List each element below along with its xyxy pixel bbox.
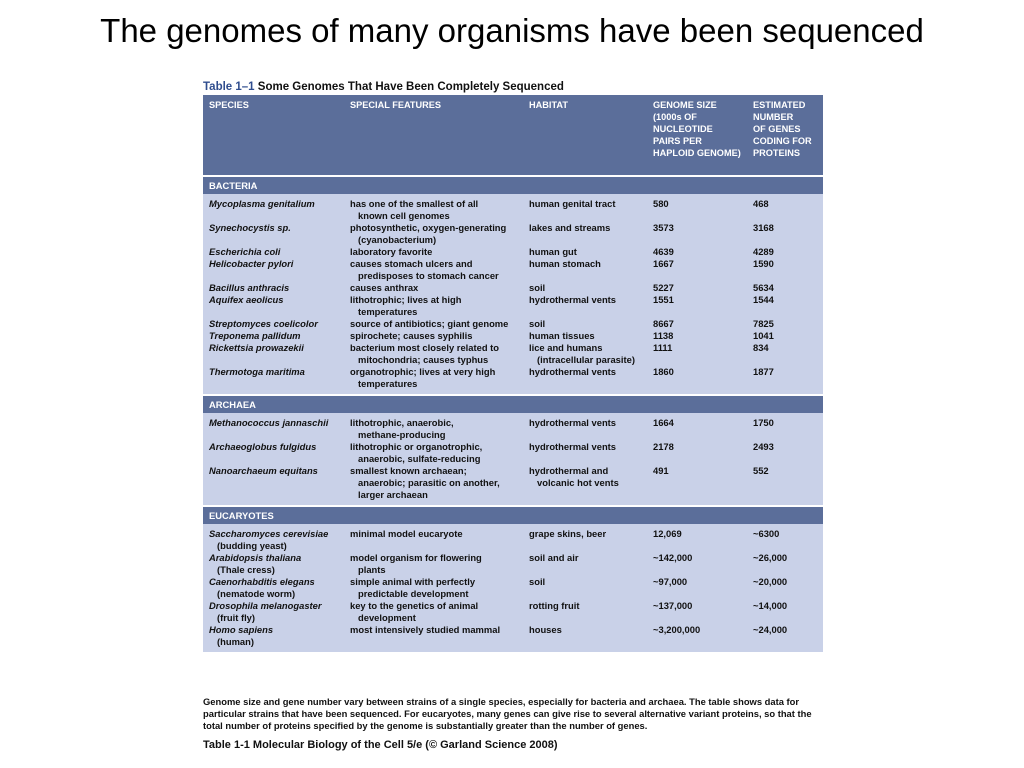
feature-line: has one of the smallest of all — [350, 198, 479, 209]
cell-gene-count: ~20,000 — [747, 576, 823, 600]
feature-line: known cell genomes — [358, 210, 450, 221]
cell-gene-count: 468 — [747, 198, 823, 222]
species-line: Escherichia coli — [209, 246, 281, 257]
header-genes-line: PROTEINS — [753, 148, 800, 158]
cell-special-features — [344, 246, 523, 258]
cell-habitat — [523, 330, 647, 342]
cell-gene-count: 2493 — [747, 441, 823, 465]
cell-species — [203, 330, 344, 342]
cell-gene-count: ~6300 — [747, 528, 823, 552]
habitat-line: soil and air — [529, 552, 579, 563]
cell-habitat — [523, 342, 647, 366]
feature-line: causes anthrax — [350, 282, 419, 293]
table-header-row — [203, 95, 823, 176]
slide-title: The genomes of many organisms have been sequenced — [100, 12, 924, 49]
cell-habitat — [523, 282, 647, 294]
cell-special-features — [344, 198, 523, 222]
cell-habitat — [523, 417, 647, 441]
cell-habitat — [523, 624, 647, 648]
cell-species — [203, 624, 344, 648]
species-line: Thermotoga maritima — [209, 366, 305, 377]
species-line: Saccharomyces cerevisiae — [209, 528, 329, 539]
cell-special-features — [344, 342, 523, 366]
cell-genome-size: ~137,000 — [647, 600, 747, 624]
feature-line: minimal model eucaryote — [350, 528, 463, 539]
species-line: Mycoplasma genitalium — [209, 198, 315, 209]
cell-gene-count: 1877 — [747, 366, 823, 390]
habitat-line: soil — [529, 576, 546, 587]
cell-species — [203, 417, 344, 441]
cell-special-features — [344, 465, 523, 501]
habitat-line: lice and humans — [529, 342, 603, 353]
table-row — [203, 246, 823, 258]
species-line: Arabidopsis thaliana — [209, 552, 302, 563]
cell-habitat — [523, 441, 647, 465]
cell-habitat — [523, 318, 647, 330]
table-row — [203, 342, 823, 366]
cell-special-features — [344, 624, 523, 648]
habitat-line: houses — [529, 624, 562, 635]
cell-gene-count: 1544 — [747, 294, 823, 318]
cell-species — [203, 342, 344, 366]
feature-line: predictable development — [358, 588, 469, 599]
row-spacer — [203, 648, 823, 652]
feature-line: photosynthetic, oxygen-generating — [350, 222, 507, 233]
feature-line: organotrophic; lives at very high — [350, 366, 496, 377]
feature-line: anaerobic, sulfate-reducing — [358, 453, 481, 464]
feature-line: model organism for flowering — [350, 552, 482, 563]
cell-species — [203, 318, 344, 330]
feature-line: key to the genetics of animal — [350, 600, 479, 611]
cell-special-features — [344, 318, 523, 330]
species-line: Treponema pallidum — [209, 330, 301, 341]
habitat-line: lakes and streams — [529, 222, 611, 233]
cell-gene-count: 5634 — [747, 282, 823, 294]
genome-table-container — [203, 79, 823, 652]
cell-habitat — [523, 294, 647, 318]
cell-habitat — [523, 222, 647, 246]
habitat-line: hydrothermal and — [529, 465, 609, 476]
header-estimated-genes — [747, 95, 823, 176]
species-line: (fruit fly) — [217, 612, 256, 623]
cell-genome-size: 1551 — [647, 294, 747, 318]
header-genome-size-line: (1000s OF — [653, 112, 697, 122]
cell-special-features — [344, 282, 523, 294]
cell-habitat — [523, 258, 647, 282]
species-line: Archaeoglobus fulgidus — [209, 441, 317, 452]
header-genome-size-line: GENOME SIZE — [653, 100, 717, 110]
habitat-line: human tissues — [529, 330, 595, 341]
feature-line: lithotrophic or organotrophic, — [350, 441, 483, 452]
feature-line: causes stomach ulcers and — [350, 258, 473, 269]
cell-species — [203, 246, 344, 258]
table-row — [203, 282, 823, 294]
cell-habitat — [523, 528, 647, 552]
header-habitat: HABITAT — [523, 95, 647, 176]
cell-genome-size: 8667 — [647, 318, 747, 330]
cell-habitat — [523, 246, 647, 258]
header-genome-size-line: PAIRS PER — [653, 136, 702, 146]
cell-gene-count: 4289 — [747, 246, 823, 258]
cell-species — [203, 282, 344, 294]
table-caption — [203, 79, 823, 95]
cell-gene-count: 552 — [747, 465, 823, 501]
cell-genome-size: 1111 — [647, 342, 747, 366]
section-label: ARCHAEA — [203, 395, 823, 413]
feature-line: most intensively studied mammal — [350, 624, 501, 635]
habitat-line: grape skins, beer — [529, 528, 607, 539]
cell-special-features — [344, 552, 523, 576]
table-row — [203, 624, 823, 648]
habitat-line: hydrothermal vents — [529, 294, 617, 305]
feature-line: development — [358, 612, 416, 623]
cell-habitat — [523, 600, 647, 624]
section-header-row — [203, 176, 823, 194]
feature-line: anaerobic; parasitic on another, — [358, 477, 500, 488]
cell-species — [203, 528, 344, 552]
cell-species — [203, 294, 344, 318]
species-line: Streptomyces coelicolor — [209, 318, 318, 329]
source-citation: Table 1-1 Molecular Biology of the Cell 5/e (© Garland Science 2008) — [203, 739, 558, 751]
header-special-features: SPECIAL FEATURES — [344, 95, 523, 176]
table-row — [203, 528, 823, 552]
habitat-line: hydrothermal vents — [529, 366, 617, 377]
feature-line: source of antibiotics; giant genome — [350, 318, 509, 329]
feature-line: larger archaean — [358, 489, 428, 500]
species-line: (budding yeast) — [217, 540, 287, 551]
header-genome-size — [647, 95, 747, 176]
feature-line: predisposes to stomach cancer — [358, 270, 499, 281]
habitat-line: human stomach — [529, 258, 601, 269]
species-line: Drosophila melanogaster — [209, 600, 322, 611]
table-body — [203, 176, 823, 652]
table-row — [203, 258, 823, 282]
table-caption-title: Some Genomes That Have Been Completely Sequenced — [257, 81, 564, 93]
habitat-line: volcanic hot vents — [537, 477, 619, 488]
feature-line: spirochete; causes syphilis — [350, 330, 473, 341]
header-genes-line: ESTIMATED — [753, 100, 806, 110]
section-header-row — [203, 506, 823, 524]
cell-gene-count: 3168 — [747, 222, 823, 246]
species-line: Synechocystis sp. — [209, 222, 291, 233]
cell-special-features — [344, 600, 523, 624]
header-species: SPECIES — [203, 95, 344, 176]
table-row — [203, 366, 823, 390]
cell-gene-count: ~14,000 — [747, 600, 823, 624]
species-line: Homo sapiens — [209, 624, 274, 635]
cell-special-features — [344, 366, 523, 390]
header-genes-line: OF GENES — [753, 124, 801, 134]
feature-line: (cyanobacterium) — [358, 234, 437, 245]
feature-line: mitochondria; causes typhus — [358, 354, 489, 365]
cell-habitat — [523, 552, 647, 576]
cell-species — [203, 258, 344, 282]
cell-gene-count: ~26,000 — [747, 552, 823, 576]
species-line: Helicobacter pylori — [209, 258, 294, 269]
cell-species — [203, 441, 344, 465]
cell-species — [203, 600, 344, 624]
cell-genome-size: 12,069 — [647, 528, 747, 552]
cell-special-features — [344, 576, 523, 600]
table-row — [203, 318, 823, 330]
cell-gene-count: 7825 — [747, 318, 823, 330]
habitat-line: human gut — [529, 246, 577, 257]
table-row — [203, 465, 823, 501]
feature-line: lithotrophic, anaerobic, — [350, 417, 454, 428]
cell-genome-size: 491 — [647, 465, 747, 501]
habitat-line: rotting fruit — [529, 600, 580, 611]
cell-species — [203, 576, 344, 600]
cell-species — [203, 198, 344, 222]
feature-line: plants — [358, 564, 386, 575]
cell-special-features — [344, 258, 523, 282]
cell-genome-size: 1860 — [647, 366, 747, 390]
table-footnote: Genome size and gene number vary between strains of a single species, especially for bacteria and archaea. The table shows data for particular strains that have been sequenced. For eucaryotes, many genes can give rise to several alternative variant proteins, so that the total number of proteins specified by the genome is substantially greater than the number of genes. — [203, 696, 812, 731]
cell-gene-count: 1590 — [747, 258, 823, 282]
header-genome-size-line: HAPLOID GENOME) — [653, 148, 741, 158]
cell-genome-size: ~142,000 — [647, 552, 747, 576]
table-row — [203, 576, 823, 600]
habitat-line: hydrothermal vents — [529, 441, 617, 452]
cell-habitat — [523, 366, 647, 390]
header-genes-line: CODING FOR — [753, 136, 812, 146]
table-caption-number: Table 1–1 — [203, 81, 255, 93]
cell-habitat — [523, 576, 647, 600]
section-label: BACTERIA — [203, 176, 823, 194]
habitat-line: soil — [529, 318, 546, 329]
table-row — [203, 600, 823, 624]
cell-genome-size: 580 — [647, 198, 747, 222]
header-genome-size-line: NUCLEOTIDE — [653, 124, 713, 134]
feature-line: lithotrophic; lives at high — [350, 294, 462, 305]
cell-genome-size: 1667 — [647, 258, 747, 282]
cell-habitat — [523, 198, 647, 222]
cell-genome-size: ~3,200,000 — [647, 624, 747, 648]
table-row — [203, 417, 823, 441]
feature-line: smallest known archaean; — [350, 465, 467, 476]
cell-special-features — [344, 330, 523, 342]
feature-line: bacterium most closely related to — [350, 342, 500, 353]
section-label: EUCARYOTES — [203, 506, 823, 524]
cell-special-features — [344, 528, 523, 552]
cell-gene-count: 1041 — [747, 330, 823, 342]
cell-habitat — [523, 465, 647, 501]
habitat-line: soil — [529, 282, 546, 293]
table-row — [203, 222, 823, 246]
cell-genome-size: 1664 — [647, 417, 747, 441]
feature-line: laboratory favorite — [350, 246, 433, 257]
cell-species — [203, 222, 344, 246]
row-spacer-cell — [203, 648, 823, 652]
cell-special-features — [344, 294, 523, 318]
species-line: Aquifex aeolicus — [209, 294, 284, 305]
cell-genome-size: 2178 — [647, 441, 747, 465]
species-line: Nanoarchaeum equitans — [209, 465, 318, 476]
cell-species — [203, 366, 344, 390]
species-line: (nematode worm) — [217, 588, 296, 599]
cell-genome-size: 1138 — [647, 330, 747, 342]
species-line: Methanococcus jannaschii — [209, 417, 329, 428]
table-row — [203, 294, 823, 318]
habitat-line: hydrothermal vents — [529, 417, 617, 428]
habitat-line: (intracellular parasite) — [537, 354, 635, 365]
section-header-row — [203, 395, 823, 413]
cell-special-features — [344, 417, 523, 441]
table-row — [203, 441, 823, 465]
cell-genome-size: ~97,000 — [647, 576, 747, 600]
feature-line: simple animal with perfectly — [350, 576, 476, 587]
species-line: (human) — [217, 636, 254, 647]
cell-genome-size: 5227 — [647, 282, 747, 294]
cell-special-features — [344, 222, 523, 246]
species-line: (Thale cress) — [217, 564, 275, 575]
cell-gene-count: ~24,000 — [747, 624, 823, 648]
cell-species — [203, 465, 344, 501]
table-row — [203, 198, 823, 222]
feature-line: temperatures — [358, 378, 418, 389]
species-line: Rickettsia prowazekii — [209, 342, 304, 353]
genome-table — [203, 95, 823, 652]
cell-species — [203, 552, 344, 576]
species-line: Caenorhabditis elegans — [209, 576, 315, 587]
cell-genome-size: 4639 — [647, 246, 747, 258]
cell-genome-size: 3573 — [647, 222, 747, 246]
table-row — [203, 330, 823, 342]
feature-line: temperatures — [358, 306, 418, 317]
cell-gene-count: 1750 — [747, 417, 823, 441]
species-line: Bacillus anthracis — [209, 282, 290, 293]
habitat-line: human genital tract — [529, 198, 616, 209]
header-genes-line: NUMBER — [753, 112, 794, 122]
cell-gene-count: 834 — [747, 342, 823, 366]
cell-special-features — [344, 441, 523, 465]
table-row — [203, 552, 823, 576]
feature-line: methane-producing — [358, 429, 446, 440]
